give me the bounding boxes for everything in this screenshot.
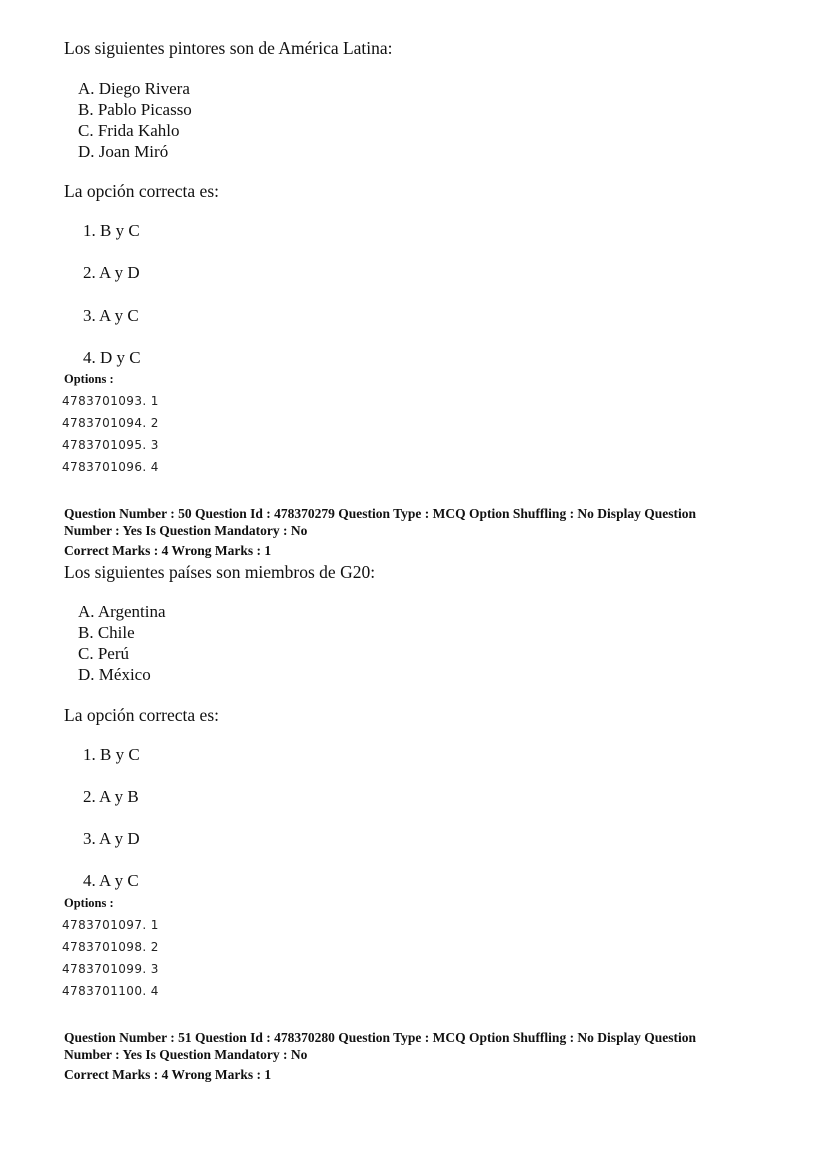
answer-prompt: La opción correcta es: [64, 181, 219, 201]
option-id-2: 4783701094. 2 [62, 416, 159, 430]
question-meta-line1: Question Number : 51 Question Id : 478370280 Question Type : MCQ Option Shuffling : No Display Question [64, 1030, 696, 1045]
option-id-2: 4783701098. 2 [62, 940, 159, 954]
choice-2: 2. A y B [83, 787, 139, 806]
question-meta-line1: Question Number : 50 Question Id : 478370279 Question Type : MCQ Option Shuffling : No Display Question [64, 506, 696, 521]
statement-b: B. Pablo Picasso [78, 100, 192, 119]
statement-c: C. Perú [78, 644, 129, 663]
choice-1: 1. B y C [83, 221, 140, 240]
option-id-4: 4783701096. 4 [62, 460, 159, 474]
statement-b: B. Chile [78, 623, 135, 642]
options-label: Options : [64, 372, 114, 386]
options-label: Options : [64, 896, 114, 910]
choice-3: 3. A y D [83, 829, 140, 848]
question-meta-line2: Number : Yes Is Question Mandatory : No [64, 523, 308, 538]
statement-d: D. México [78, 665, 151, 684]
option-id-1: 4783701093. 1 [62, 394, 159, 408]
option-id-1: 4783701097. 1 [62, 918, 159, 932]
answer-prompt: La opción correcta es: [64, 705, 219, 725]
choice-3: 3. A y C [83, 306, 139, 325]
choice-4: 4. D y C [83, 348, 141, 367]
choice-2: 2. A y D [83, 263, 140, 282]
question-stem: Los siguientes pintores son de América Latina: [64, 38, 393, 58]
choice-1: 1. B y C [83, 745, 140, 764]
question-stem: Los siguientes países son miembros de G20: [64, 562, 376, 582]
question-marks: Correct Marks : 4 Wrong Marks : 1 [64, 543, 272, 558]
question-meta-line2: Number : Yes Is Question Mandatory : No [64, 1047, 308, 1062]
question-marks: Correct Marks : 4 Wrong Marks : 1 [64, 1067, 272, 1082]
option-id-4: 4783701100. 4 [62, 984, 159, 998]
statement-d: D. Joan Miró [78, 142, 169, 161]
statement-a: A. Diego Rivera [78, 79, 190, 98]
statement-c: C. Frida Kahlo [78, 121, 180, 140]
statement-a: A. Argentina [78, 602, 166, 621]
choice-4: 4. A y C [83, 871, 139, 890]
option-id-3: 4783701099. 3 [62, 962, 159, 976]
option-id-3: 4783701095. 3 [62, 438, 159, 452]
